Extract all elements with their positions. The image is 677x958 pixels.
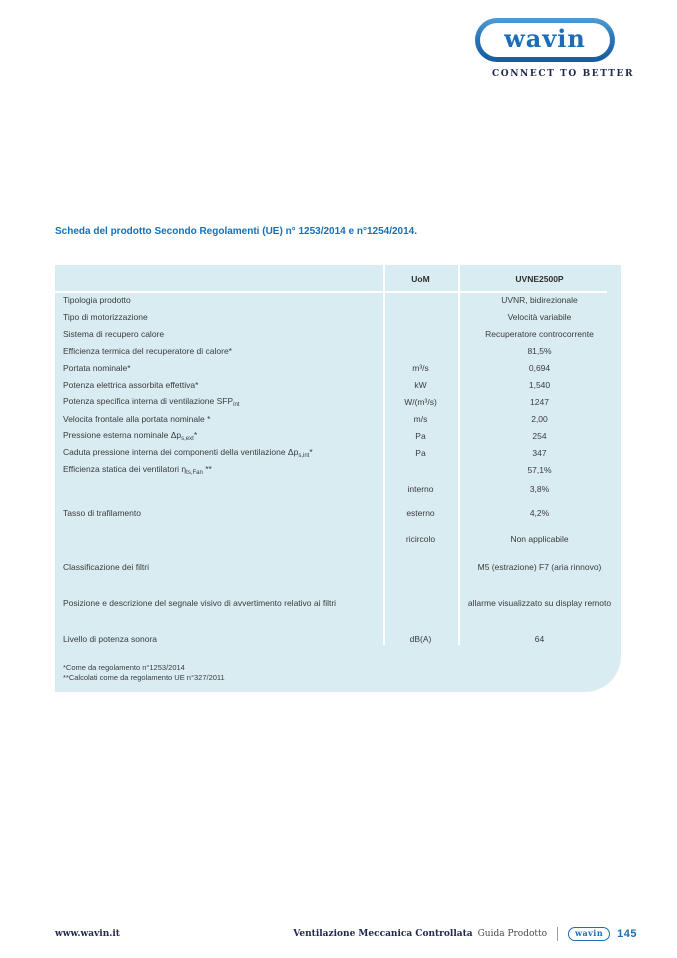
row-label: Tipologia prodotto bbox=[63, 294, 131, 305]
header-divider bbox=[55, 291, 607, 293]
page-title: Scheda del prodotto Secondo Regolamenti (UE) n° 1253/2014 e n°1254/2014. bbox=[55, 226, 418, 237]
row-value: M5 (estrazione) F7 (aria rinnovo) bbox=[477, 562, 602, 573]
table-row bbox=[55, 292, 621, 309]
table-row bbox=[55, 479, 621, 501]
row-value: 2,00 bbox=[531, 413, 548, 424]
table-row bbox=[55, 625, 621, 655]
row-label: Pressione esterna nominale $\Delta p_{s,ext}*$ bbox=[63, 429, 198, 442]
footer-right bbox=[293, 927, 637, 941]
row-label: Velocita frontale alla portata nominale * bbox=[63, 413, 211, 424]
footer-website: www.wavin.it bbox=[55, 929, 120, 939]
footer-wavin-logo: wavin bbox=[568, 927, 610, 940]
row-label: Tipo di motorizzazione bbox=[63, 311, 148, 322]
wavin-logo-text: wavin bbox=[504, 24, 586, 53]
table-row bbox=[55, 462, 621, 479]
row-uom: Pa bbox=[415, 430, 426, 441]
row-label: Efficienza statica dei ventilatori $\eta_{ts,Fan}$ ** bbox=[63, 463, 212, 476]
page-number: 145 bbox=[617, 928, 637, 940]
row-value: Non applicabile bbox=[510, 534, 569, 545]
row-uom: esterno bbox=[406, 508, 435, 519]
footnote-1: *Come da regolamento n°1253/2014 bbox=[63, 663, 185, 672]
row-label-subscript: s,int bbox=[298, 452, 310, 459]
table-row bbox=[55, 360, 621, 377]
table-header-row bbox=[55, 265, 621, 292]
table-row bbox=[55, 411, 621, 428]
table-row bbox=[55, 309, 621, 326]
column-divider bbox=[383, 265, 385, 645]
row-value: 4,2% bbox=[529, 508, 550, 519]
row-value: 3,8% bbox=[529, 484, 550, 495]
row-value: 81,5% bbox=[527, 345, 552, 356]
row-value: 64 bbox=[534, 634, 545, 645]
row-value: 0,694 bbox=[528, 362, 551, 373]
row-uom: m/s bbox=[413, 413, 428, 424]
row-uom: ricircolo bbox=[405, 534, 436, 545]
footnote-2: **Calcolati come da regolamento UE n°327/2011 bbox=[63, 673, 225, 683]
row-value: allarme visualizzato su display remoto bbox=[467, 598, 612, 609]
table-row bbox=[55, 394, 621, 411]
row-uom: W/(m³/s) bbox=[404, 396, 437, 407]
header-product: UVNE2500P bbox=[515, 273, 564, 284]
row-uom: Pa bbox=[415, 447, 426, 458]
footnotes bbox=[55, 655, 621, 683]
table-row bbox=[55, 553, 621, 583]
row-label: Sistema di recupero calore bbox=[63, 328, 165, 339]
table-row bbox=[55, 527, 621, 553]
row-uom: interno bbox=[407, 484, 434, 495]
table-row bbox=[55, 501, 621, 527]
row-label: Tasso di trafilamento bbox=[63, 508, 141, 519]
row-label: Potenza elettrica assorbita effettiva* bbox=[63, 379, 199, 390]
row-label: Potenza specifica interna di ventilazione $SFP_{int}$ bbox=[63, 395, 240, 408]
brand-block bbox=[475, 18, 635, 79]
spec-rows bbox=[55, 292, 621, 655]
row-label-subscript: int bbox=[233, 401, 240, 408]
row-value: 1,540 bbox=[528, 379, 551, 390]
row-uom: kW bbox=[414, 379, 427, 390]
column-divider bbox=[458, 265, 460, 645]
row-label: Portata nominale* bbox=[63, 362, 131, 373]
table-row bbox=[55, 428, 621, 445]
row-label: Classificazione dei filtri bbox=[63, 562, 149, 573]
row-value: 57,1% bbox=[527, 464, 552, 475]
row-label: Efficienza termica del recuperatore di calore* bbox=[63, 345, 232, 356]
row-label-subscript: ts,Fan bbox=[186, 469, 203, 476]
row-value: 1247 bbox=[530, 396, 549, 407]
row-value: Recuperatore controcorrente bbox=[485, 328, 594, 339]
spec-panel bbox=[55, 265, 621, 692]
table-row bbox=[55, 583, 621, 625]
page-footer bbox=[55, 924, 637, 944]
row-label: Posizione e descrizione del segnale visivo di avvertimento relativo ai filtri bbox=[63, 598, 337, 609]
row-label: Livello di potenza sonora bbox=[63, 634, 158, 645]
row-value: 254 bbox=[532, 430, 547, 441]
wavin-logo bbox=[475, 18, 615, 62]
table-row bbox=[55, 326, 621, 343]
footer-divider bbox=[557, 927, 558, 941]
footer-doc-subtitle: Guida Prodotto bbox=[477, 929, 548, 939]
brand-tagline: CONNECT TO BETTER bbox=[492, 69, 635, 79]
row-value: 347 bbox=[532, 447, 547, 458]
footer-doc-title: Ventilazione Meccanica Controllata bbox=[293, 929, 473, 939]
row-value: UVNR, bidirezionale bbox=[501, 294, 578, 305]
wavin-logo-inner bbox=[480, 23, 610, 57]
table-row bbox=[55, 343, 621, 360]
row-value: Velocità variabile bbox=[507, 311, 572, 322]
header-uom: UoM bbox=[411, 273, 430, 284]
row-label: Caduta pressione interna dei componenti della ventilazione $\Delta p_{s,int}*$ bbox=[63, 446, 313, 459]
table-row bbox=[55, 377, 621, 394]
row-uom: m³/s bbox=[412, 362, 429, 373]
row-uom: dB(A) bbox=[409, 634, 432, 645]
table-row bbox=[55, 445, 621, 462]
row-label-subscript: s,ext bbox=[181, 435, 194, 442]
